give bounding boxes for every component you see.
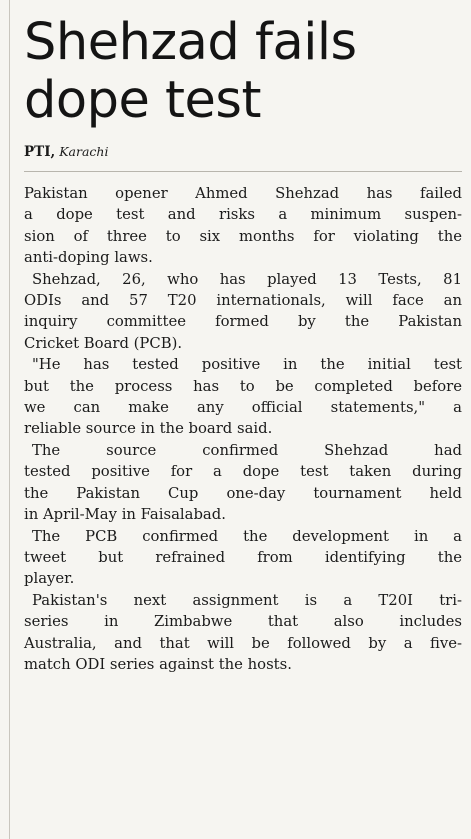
headline bbox=[24, 14, 462, 130]
paragraph-3 bbox=[24, 354, 462, 440]
paragraph-6 bbox=[24, 590, 462, 676]
paragraph-line: ODIs and 57 T20 internationals, will face an bbox=[24, 292, 462, 310]
headline-line-2: dope test bbox=[24, 71, 261, 130]
paragraph-2 bbox=[24, 269, 462, 355]
paragraph-line: Shehzad, 26, who has played 13 Tests, 81 bbox=[32, 270, 462, 288]
column-divider bbox=[9, 0, 10, 839]
byline-city: Karachi bbox=[59, 144, 109, 159]
paragraph-line: Pakistan opener Ahmed Shehzad has failed bbox=[24, 185, 462, 202]
paragraph-line: a dope test and risks a minimum suspen- bbox=[24, 206, 462, 224]
byline bbox=[24, 142, 462, 162]
paragraph-1 bbox=[24, 183, 462, 269]
news-article bbox=[24, 14, 462, 675]
paragraph-line: Pakistan's next assignment is a T20I tri- bbox=[32, 591, 462, 609]
byline-divider bbox=[24, 171, 462, 172]
paragraph-line: match ODI series against the hosts. bbox=[24, 655, 292, 673]
paragraph-line: The PCB confirmed the development in a bbox=[32, 527, 462, 545]
paragraph-line: tweet but refrained from identifying the bbox=[24, 548, 462, 566]
paragraph-line: in April-May in Faisalabad. bbox=[24, 506, 226, 524]
paragraph-line: Australia, and that will be followed by a five- bbox=[24, 634, 462, 652]
paragraph-line: inquiry committee formed by the Pakistan bbox=[24, 313, 462, 331]
paragraph-line: anti-doping laws. bbox=[24, 249, 153, 267]
paragraph-line: sion of three to six months for violating the bbox=[24, 227, 462, 245]
paragraph-line: reliable source in the board said. bbox=[24, 420, 273, 438]
paragraph-line: we can make any official statements," a bbox=[24, 399, 462, 417]
paragraph-5 bbox=[24, 526, 462, 590]
paragraph-line: "He has tested positive in the initial test bbox=[32, 356, 462, 374]
article-body bbox=[24, 183, 462, 675]
headline-line-1: Shehzad fails bbox=[24, 13, 357, 72]
paragraph-line: the Pakistan Cup one-day tournament held bbox=[24, 484, 462, 502]
byline-agency: PTI, bbox=[24, 144, 56, 160]
paragraph-line: but the process has to be completed before bbox=[24, 377, 462, 395]
paragraph-line: tested positive for a dope test taken during bbox=[24, 463, 462, 481]
paragraph-4 bbox=[24, 440, 462, 526]
paragraph-line: player. bbox=[24, 570, 75, 588]
paragraph-line: The source confirmed Shehzad had bbox=[32, 441, 462, 459]
paragraph-line: Cricket Board (PCB). bbox=[24, 334, 183, 352]
paragraph-line: series in Zimbabwe that also includes bbox=[24, 613, 462, 631]
